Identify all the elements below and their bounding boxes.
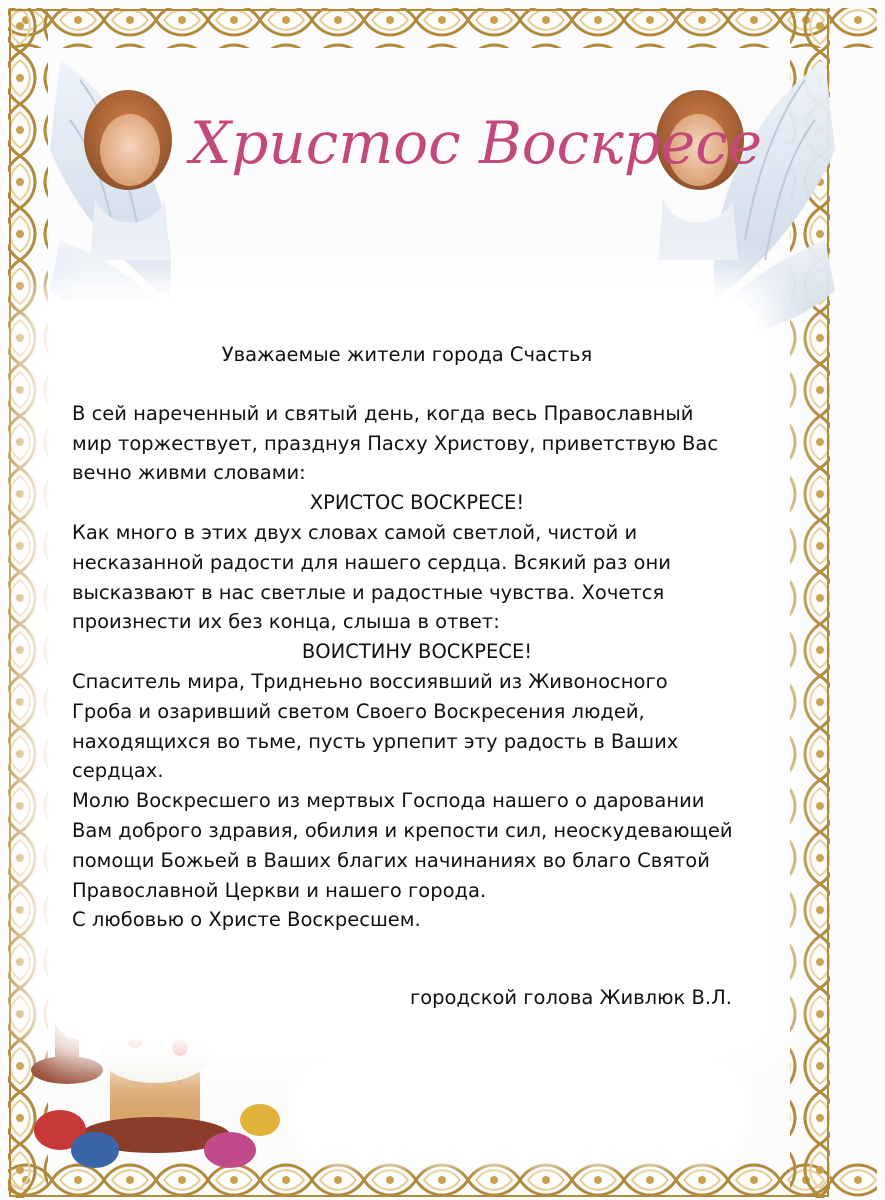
text-line: В сей нареченный и святый день, когда весь Православный — [72, 401, 694, 425]
text-line: сердцах. — [72, 759, 164, 783]
text-line: несказанной радости для нашего сердца. Всякий раз они — [72, 550, 671, 574]
text-line: Православной Церкви и нашего города. — [72, 878, 487, 902]
text-line: Как много в этих двух словах самой светлой, чистой и — [72, 520, 638, 544]
exclamation-truly-risen: ВОИСТИНУ ВОСКРЕСЕ! — [301, 640, 533, 664]
text-line: вечно живми словами: — [72, 461, 306, 485]
text-line: Молю Воскресшего из мертвых Господа нашего о даровании — [72, 789, 705, 813]
letter-body — [72, 340, 762, 935]
text-line: находящихся во тьме, пусть урпепит эту радость в Ваших — [72, 729, 679, 753]
text-line: Вам доброго здравия, обилия и крепости сил, неоскудевающей — [72, 818, 733, 842]
left-angel — [50, 60, 190, 340]
text-line: высказвают в нас светлые и радостные чувства. Хочется — [72, 580, 665, 604]
text-line: С любовью о Христе Воскресшем. — [72, 908, 421, 932]
text-line: Гроба и озаривший светом Своего Воскресения людей, — [72, 699, 645, 723]
text-line: мир торжествует, празднуя Пасху Христову, приветствую Вас — [72, 431, 719, 455]
exclamation-christ-is-risen: ХРИСТОС ВОСКРЕСЕ! — [309, 491, 525, 515]
right-angel — [656, 60, 835, 340]
greeting: Уважаемые жители города Счастья — [221, 343, 593, 366]
title-artwork — [180, 85, 763, 205]
text-line: произнести их без конца, слыша в ответ: — [72, 610, 500, 634]
text-line: помощи Божьей в Ваших благих начинаниях во благо Святой — [72, 848, 710, 872]
text-line: Спаситель мира, Триднеьно воссиявший из Живоносного — [72, 669, 668, 693]
title-text: Христос Воскресе — [190, 109, 763, 177]
signature: городской голова Живлюк В.Л. — [410, 986, 732, 1009]
erased-area — [290, 1055, 750, 1165]
